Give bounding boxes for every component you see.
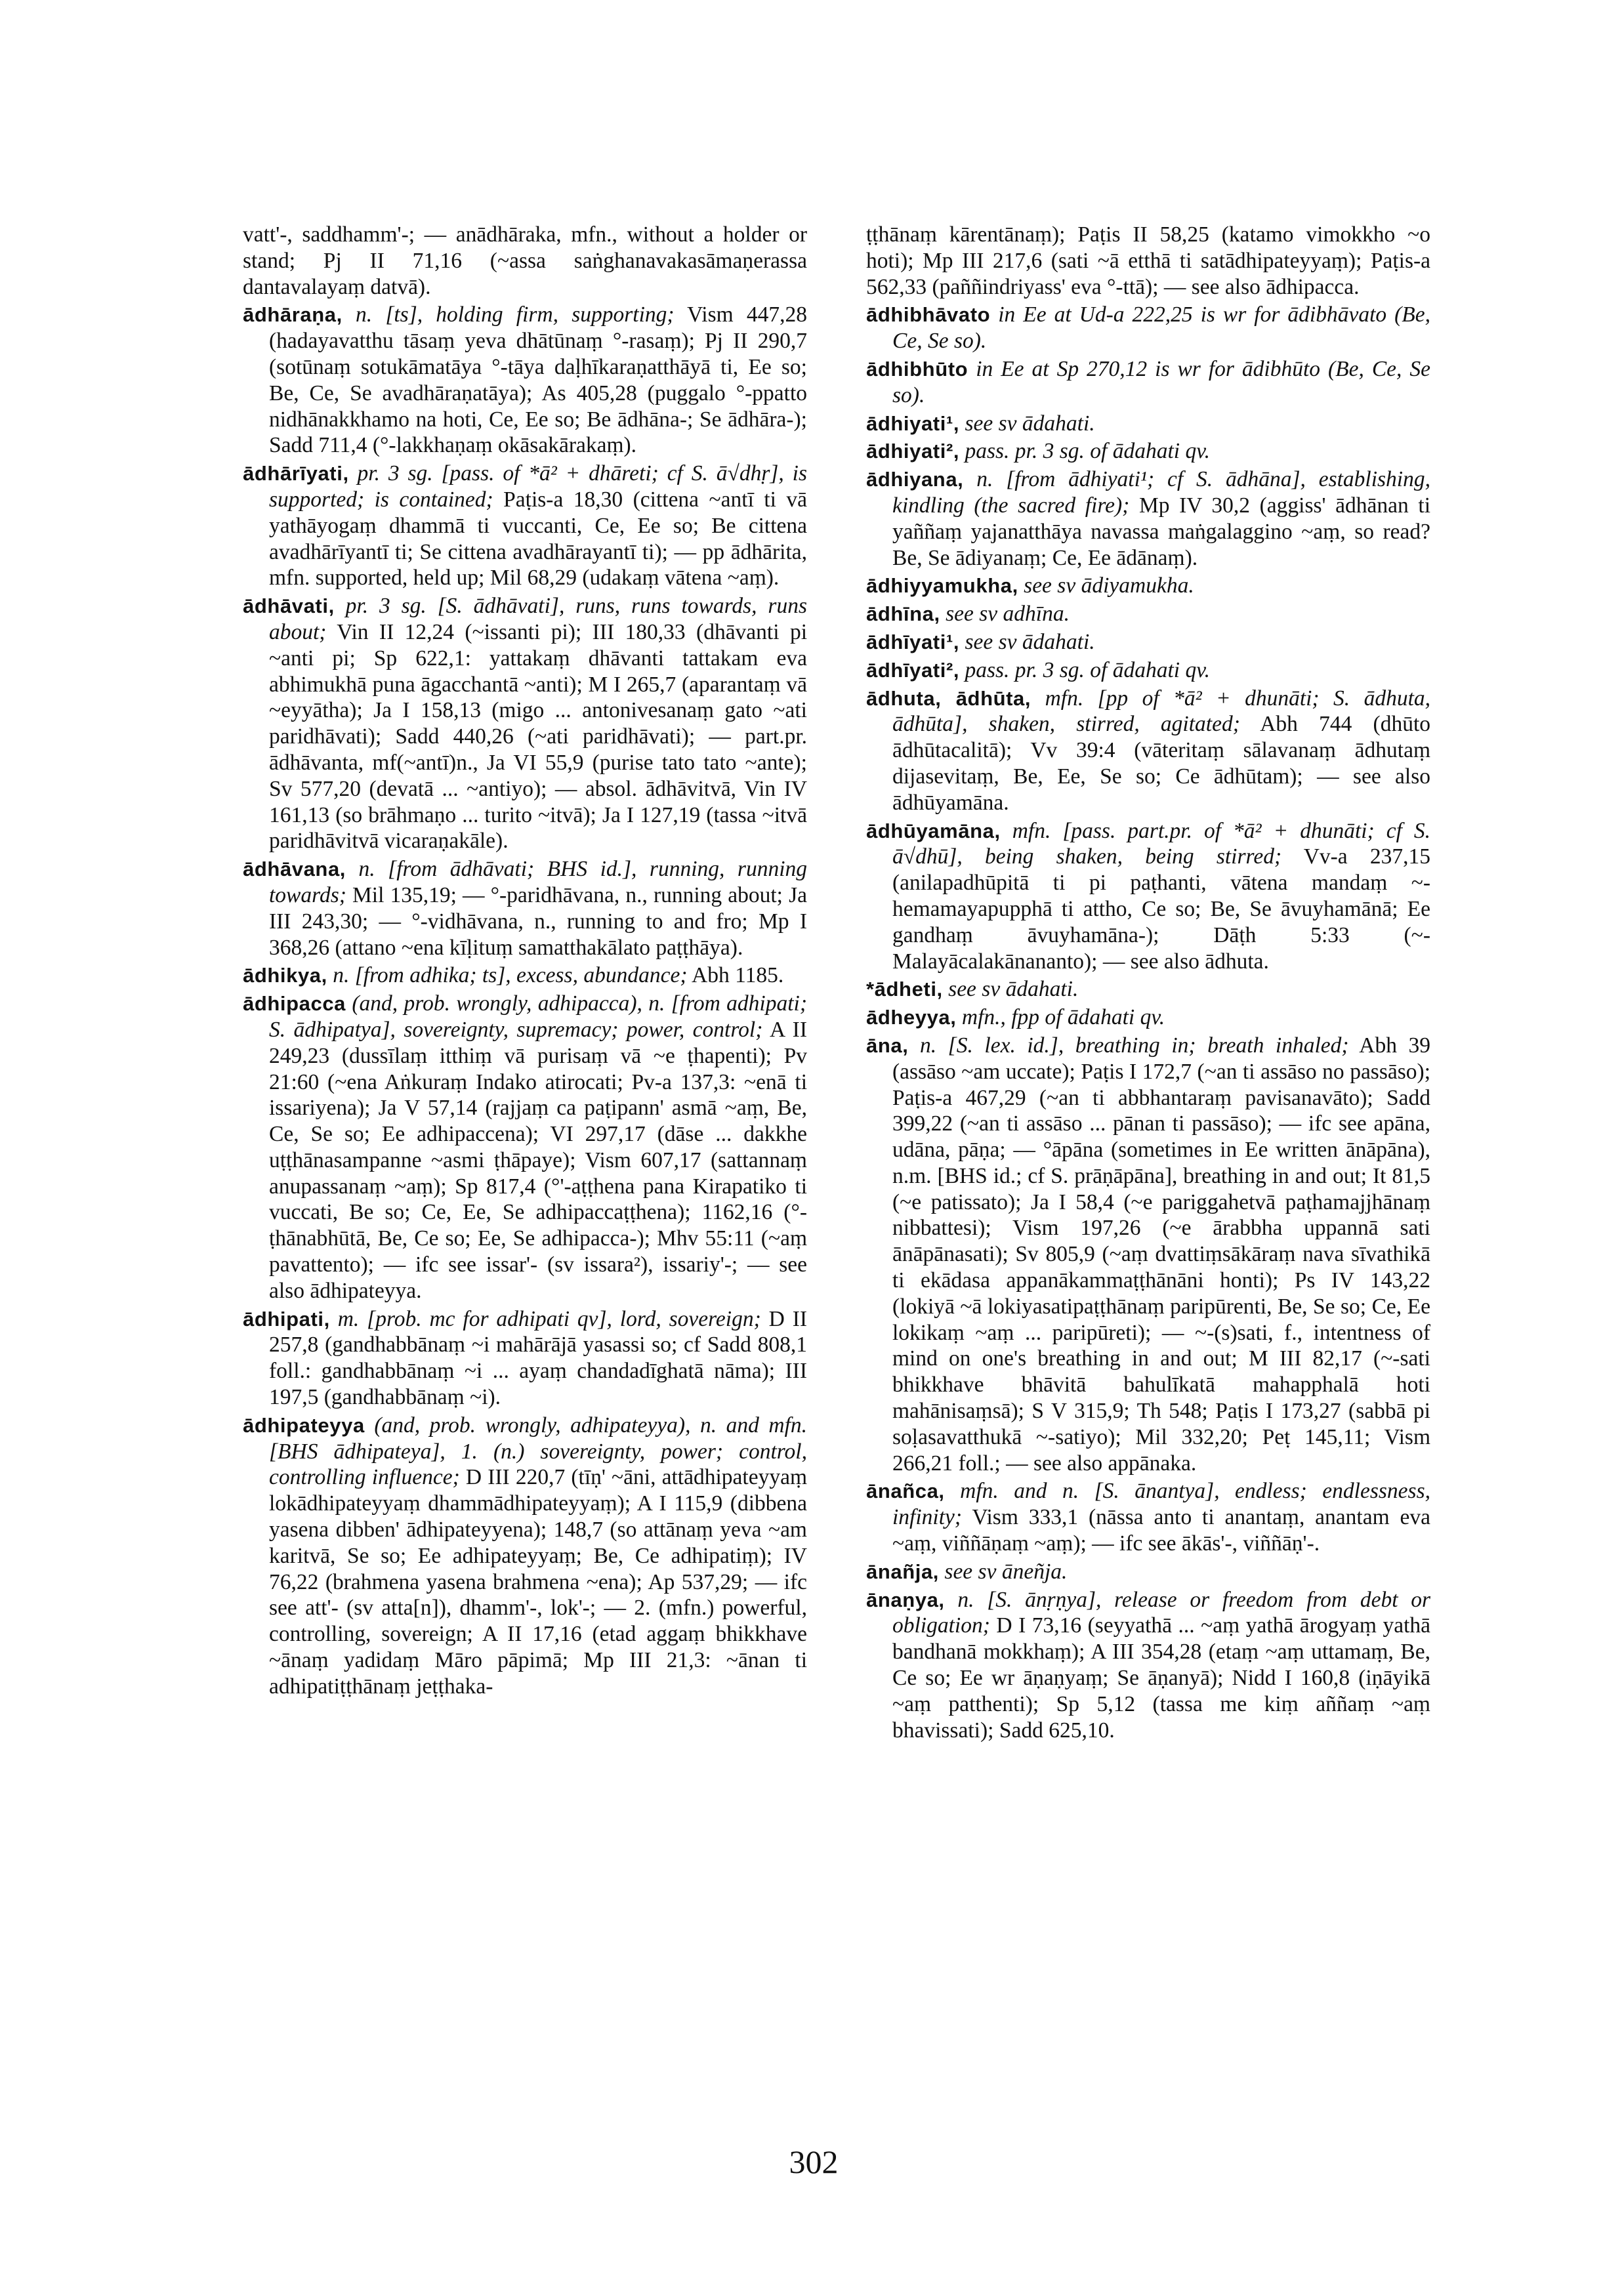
dictionary-entry (866, 657, 1430, 684)
entry-body: Abh 1185. (692, 963, 784, 988)
entry-body: vatt'-, saddhamm'-; — anādhāraka, mfn., without a holder or stand; Pj II 71,16 (~assa saṅghanavakasāmaṇerassa dantavalayaṃ datvā). (243, 222, 807, 299)
entry-body: Paṭis-a 18,30 (cittena ~antī ti vā yathāyogaṃ dhammā ti vuccanti, Ce, Ee so; Be cittena avadhārīyantī ti; Se cittena avadhārayantī ti); — pp ādhārita, mfn. supported, held up; Mil 68,29 (udakaṃ vātena ~aṃ). (269, 487, 808, 590)
entry-grammar: see sv ādahati. (965, 411, 1095, 436)
entry-headword: ādhibhūto (866, 357, 968, 381)
entry-grammar: n. [from adhika; ts], excess, abundance; (333, 963, 688, 988)
dictionary-entry (243, 222, 807, 300)
entry-headword: ādhiyati¹, (866, 411, 960, 435)
dictionary-entry (866, 1587, 1430, 1744)
entry-body: A II 249,23 (dussīlaṃ itthiṃ vā purisaṃ vā ~e ṭhapenti); Pv 21:60 (~ena Aṅkuraṃ Indako atirocati; Pv-a 137,3: ~enā ti issariyena); Ja V 57,14 (rajjaṃ ca paṭipann' asmā ~aṃ, Be, Ce, Se so; Ee adhipaccena); VI 297,17 (dāse ... dakkhe uṭṭhānasampanne ~asmi ṭhāpaye); Vism 607,17 (sattannaṃ anupassanaṃ ~aṃ); Sp 817,4 (°'-aṭṭhena pana Kirapatiko ti vuccati, Be so; Ce, Ee, Se adhipaccaṭṭhena); 1162,16 (°-ṭhānabhūtā, Be, Ce so; Ee, Se adhipacca-); Mhv 55:11 (~aṃ pavattento); — ifc see issar'- (sv issara²), issariy'-; — see also ādhipateyya. (269, 1017, 807, 1303)
entry-headword: ādhiyati², (866, 440, 960, 463)
dictionary-entry (866, 466, 1430, 571)
entry-grammar: (and, prob. wrongly, adhipateyya), n. and mfn. [BHS ādhipateya], 1. (n.) sovereignty, power; control, controlling influence; (269, 1413, 808, 1490)
entry-headword: ādhuta, ādhūta, (866, 686, 1031, 710)
dictionary-entry (866, 601, 1430, 627)
entry-headword: ādhāvati, (243, 594, 335, 618)
dictionary-entry (866, 1559, 1430, 1585)
dictionary-entry (243, 1306, 807, 1411)
entry-grammar: pr. 3 sg. [pass. of *ā² + dhāreti; cf S. ā√dhṛ], is supported; is contained; (269, 461, 808, 512)
entry-headword: *ādheti, (866, 978, 943, 1001)
dictionary-entry (866, 411, 1430, 437)
page-number: 302 (789, 2143, 839, 2180)
dictionary-entry (866, 1033, 1430, 1477)
dictionary-entry (866, 222, 1430, 300)
entry-headword: ādhāraṇa, (243, 303, 343, 327)
entry-headword: ādhibhāvato (866, 303, 991, 327)
left-column (243, 222, 807, 1702)
entry-grammar: in Ee at Sp 270,12 is wr for ādibhūto (Be, Ce, Se so). (892, 356, 1431, 407)
entry-grammar: pass. pr. 3 sg. of ādahati qv. (965, 657, 1210, 682)
dictionary-entry (243, 991, 807, 1304)
entry-headword: ānaṇya, (866, 1588, 945, 1611)
entry-headword: ādhiyana, (866, 468, 964, 491)
dictionary-entry (866, 629, 1430, 655)
entry-body: Vism 447,28 (hadayavatthu tāsaṃ yeva dhātūnaṃ °-rasaṃ); Pj II 290,7 (sotūnaṃ sotukāmatāya °-tāya daḷhīkaraṇatthāyā ti, Ee so; Be, Ce, Se avadhāraṇatāya); As 405,28 (puggalo °-ppatto nidhānakkhamo na hoti, Ce, Ee so; Be ādhāna-; Se ādhāra-); Sadd 711,4 (°-lakkhaṇaṃ okāsakārakaṃ). (269, 302, 807, 458)
entry-headword: ādhūyamāna, (866, 819, 1001, 842)
entry-body: Abh 744 (dhūto ādhūtacalitā); Vv 39:4 (vāteritaṃ sālavanaṃ ādhutaṃ dijasevitaṃ, Be, Ee, Se so; Ce ādhūtam); — see also ādhūyamāna. (892, 712, 1431, 815)
entry-headword: āna, (866, 1033, 909, 1057)
dictionary-entry (866, 1478, 1430, 1556)
dictionary-entry (866, 438, 1430, 465)
entry-headword: ādheyya, (866, 1006, 957, 1029)
dictionary-entry (243, 302, 807, 459)
entry-grammar: mfn. [pass. part.pr. of *ā² + dhunāti; cf S. ā√dhū], being shaken, being stirred; (892, 818, 1430, 869)
entry-body: D II 257,8 (gandhabbānaṃ ~i mahārājā yasassi so; cf Sadd 808,1 foll.: gandhabbānaṃ ~i ... ayaṃ chandadīghatā nāma); III 197,5 (gandhabbānaṃ ~i). (269, 1306, 808, 1410)
dictionary-entry (866, 356, 1430, 409)
entry-headword: ādhipati, (243, 1307, 330, 1331)
entry-headword: ādhīna, (866, 602, 940, 626)
entry-body: Mil 135,19; — °-paridhāvana, n., running about; Ja III 243,30; — °-vidhāvana, n., running to and fro; Mp I 368,26 (attano ~ena kīḷituṃ samatthakālato paṭṭhāya). (269, 882, 807, 960)
entry-grammar: n. [S. lex. id.], breathing in; breath inhaled; (920, 1033, 1349, 1058)
dictionary-entry (866, 573, 1430, 599)
entry-headword: ādhīyati², (866, 658, 960, 682)
dictionary-entry (243, 593, 807, 854)
entry-grammar: pr. 3 sg. [S. ādhāvati], runs, runs towards, runs about; (269, 594, 808, 644)
entry-grammar: in Ee at Ud-a 222,25 is wr for ādibhāvato (Be, Ce, Se so). (892, 302, 1430, 354)
entry-headword: ādhīyati¹, (866, 630, 960, 653)
entry-body: Vin II 12,24 (~issanti pi); III 180,33 (dhāvanti pi ~anti pi; Sp 622,1: yattakaṃ dhāvanti tattakam eva abhimukhā puna āgacchantā ~anti); M I 265,7 (aparantaṃ vā ~eyyātha); Ja I 158,13 (migo ... antonivesanaṃ gato ~ati paridhāvati); Sadd 440,26 (~ati paridhāvati); — part.pr. ādhāvanta, mf(~antī)n., Ja VI 55,9 (purise tato tato ~ante); Sv 577,20 (devatā ... ~antiyo); — absol. ādhāvitvā, Vin IV 161,13 (so brāhmaṇo ... turito ~itvā); Ja I 127,19 (tassa ~itvā paridhāvitvā vicaraṇakāle). (269, 619, 808, 854)
entry-headword: ādhipateyya (243, 1413, 365, 1437)
entry-grammar: (and, prob. wrongly, adhipacca), n. [from adhipati; S. ādhipatya], sovereignty, supremacy; power, control; (269, 991, 808, 1042)
entry-grammar: n. [ts], holding firm, supporting; (356, 302, 675, 327)
right-column (866, 222, 1430, 1745)
dictionary-entry (866, 1004, 1430, 1031)
entry-headword: ānañja, (866, 1560, 940, 1583)
entry-grammar: see sv ādiyamukha. (1024, 573, 1194, 598)
entry-headword: ānañca, (866, 1479, 945, 1503)
dictionary-entry (243, 856, 807, 961)
entry-grammar: mfn., fpp of ādahati qv. (961, 1005, 1165, 1030)
dictionary-entry (243, 461, 807, 591)
entry-headword: ādhipacca (243, 992, 346, 1016)
entry-grammar: see sv āneñja. (944, 1559, 1068, 1584)
entry-grammar: pass. pr. 3 sg. of ādahati qv. (965, 439, 1210, 464)
entry-body: D I 73,16 (seyyathā ... ~aṃ yathā ārogyaṃ yathā bandhanā mokkhaṃ); A III 354,28 (etaṃ ~aṃ uttamaṃ, Be, Ce so; Ee wr āṇaṇyaṃ; Se āṇanyā); Nidd I 160,8 (iṇāyikā ~aṃ patthenti); Sp 5,12 (tassa me kiṃ aññaṃ ~aṃ bhavissati); Sadd 625,10. (892, 1613, 1431, 1743)
entry-headword: ādhiyyamukha, (866, 574, 1018, 598)
entry-body: Mp IV 30,2 (aggiss' ādhānan ti yaññaṃ yajanatthāya navassa maṅgalaggino ~aṃ, so read? Be, Se ādiyanaṃ; Ce, Ee ādānaṃ). (892, 493, 1431, 570)
entry-headword: ādhikya, (243, 964, 327, 987)
entry-headword: ādhāvana, (243, 858, 346, 881)
dictionary-entry (866, 818, 1430, 975)
dictionary-entry (866, 686, 1430, 816)
entry-grammar: n. [S. ānṛṇya], release or freedom from debt or obligation; (892, 1587, 1430, 1638)
entry-grammar: mfn. and n. [S. ānantya], endless; endlessness, infinity; (892, 1479, 1430, 1530)
entry-grammar: n. [from ādhiyati¹; cf S. ādhāna], establishing, kindling (the sacred fire); (892, 467, 1430, 518)
entry-body: Vv-a 237,15 (anilapadhūpitā ti pi paṭhanti, vātena mandaṃ ~-hemamayapupphā ti attho, Ce so; Be, Se āvuyhamānā; Ee gandhaṃ āvuyhamāna-); Dāṭh 5:33 (~-Malayācalakānananto); — see also ādhuta. (892, 844, 1430, 974)
entry-grammar: n. [from ādhāvati; BHS id.], running, running towards; (269, 857, 807, 907)
entry-grammar: see sv ādahati. (948, 977, 1079, 1002)
entry-headword: ādhārīyati, (243, 462, 349, 486)
entry-grammar: mfn. [pp of *ā² + dhunāti; S. ādhuta, ādhūta], shaken, stirred, agitated; (892, 686, 1430, 737)
entry-body: Abh 39 (assāso ~am uccate); Paṭis I 172,7 (~an ti assāso no passāso); Paṭis-a 467,29 (~an ti abbhantaraṃ pavisanavāto); Sadd 399,22 (~an ti assāso ... pānan ti passāso); — ifc see apāna, udāna, pāṇa; — °āpāna (sometimes in Ee written ānāpāna), n.m. [BHS id.; cf S. prāṇāpāna], breathing in and out; It 81,5 (~e patissato); Ja I 58,4 (~e pariggahetvā paṭhamajjhānaṃ nibbattesi); Vism 197,26 (~e ārabbha uppannā sati ānāpānasati); Sv 805,9 (~aṃ dvattiṃsākāraṃ nava sīvathikā ti ekādasa appanākammaṭṭhānāni honti); Ps IV 143,22 (lokiyā ~ā lokiyasatipaṭṭhānaṃ paripūrenti, Be, Se so; Ce, Ee lokikaṃ ~aṃ ... paripūreti); — ~-(s)sati, f., intentness of mind on one's breathing in and out; M III 82,17 (~-sati bhikkhave bhāvitā bahulīkatā mahapphalā hoti mahānisaṃsā); S V 315,9; Th 548; Paṭis I 173,27 (sabbā pi soḷasavatthukā ~-satiyo); Mil 332,20; Peṭ 145,11; Vism 266,21 foll.; — see also appānaka. (892, 1033, 1431, 1476)
entry-body: ṭṭhānaṃ kārentānaṃ); Paṭis II 58,25 (katamo vimokkho ~o hoti); Mp III 217,6 (sati ~ā etthā ti satādhipateyyaṃ); Paṭis-a 562,33 (paññindriyass' eva °-ttā); — see also ādhipacca. (866, 222, 1430, 299)
entry-body: D III 220,7 (tīṇ' ~āni, attādhipateyyaṃ lokādhipateyyaṃ dhammādhipateyyaṃ); A I 115,9 (dibbena yasena dibben' ādhipateyyena); 148,7 (so attānaṃ yeva ~am karitvā, Se so; Ee adhipateyyaṃ; Be, Ce adhipatiṃ); IV 76,22 (brahmena yasena brahmena ~ena); Ap 537,29; — ifc see att'- (sv atta[n]), dhamm'-, lok'-; — 2. (mfn.) powerful, controlling, sovereign; A II 17,16 (etad aggaṃ bhikkhave ~ānaṃ yadidaṃ Māro pāpimā; Mp III 21,3: ~ānan ti adhipatiṭṭhānaṃ jeṭṭhaka- (269, 1465, 808, 1699)
dictionary-entry (866, 302, 1430, 354)
entry-body: Vism 333,1 (nāssa anto ti anantaṃ, anantam eva ~aṃ, viññāṇaṃ ~aṃ); — ifc see ākās'-, viññāṇ'-. (892, 1505, 1430, 1556)
dictionary-entry (243, 1413, 807, 1700)
entry-grammar: see sv adhīna. (946, 602, 1070, 627)
dictionary-entry (243, 962, 807, 989)
entry-grammar: see sv ādahati. (965, 629, 1095, 654)
dictionary-entry (866, 976, 1430, 1003)
entry-grammar: m. [prob. mc for adhipati qv], lord, sovereign; (337, 1306, 761, 1331)
